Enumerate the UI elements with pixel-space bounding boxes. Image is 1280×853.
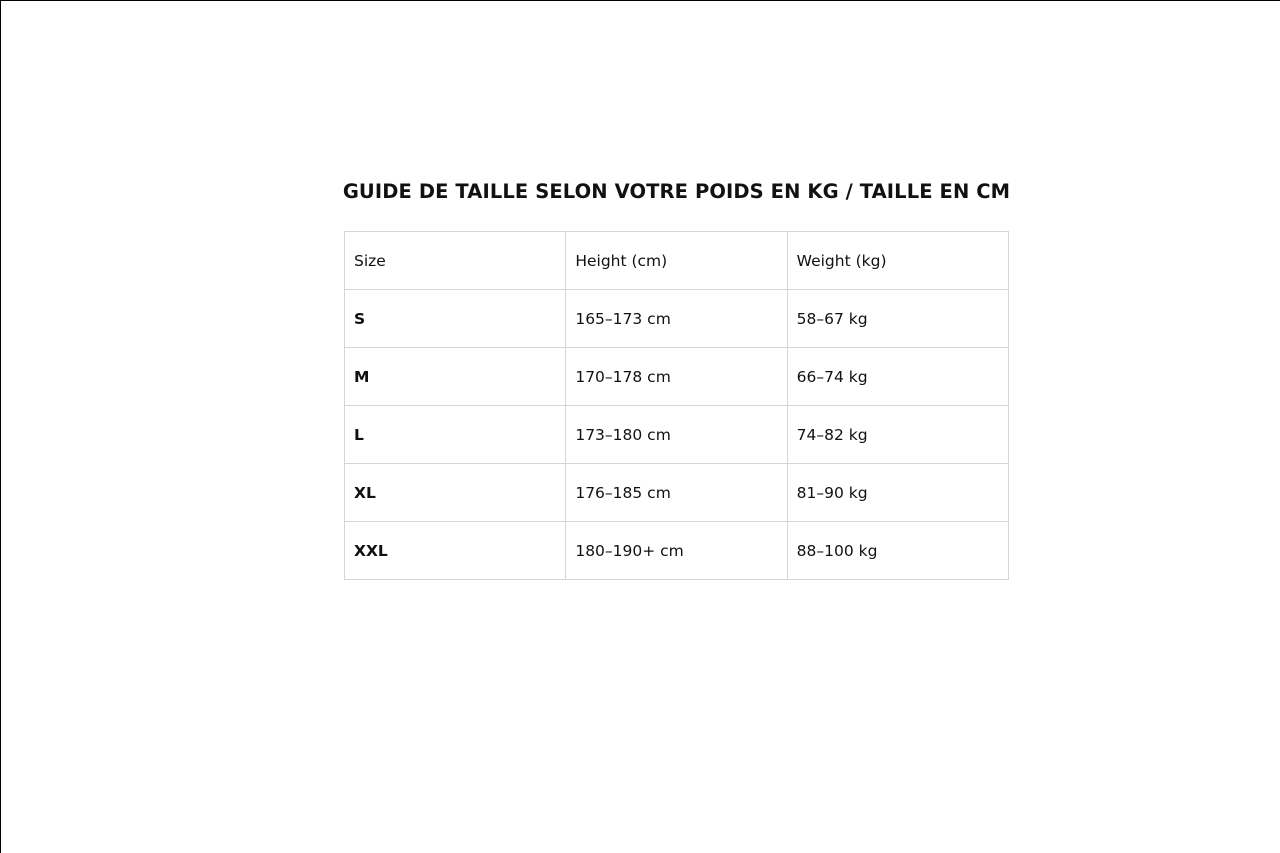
height-cell: 180–190+ cm bbox=[566, 522, 787, 580]
weight-cell: 88–100 kg bbox=[787, 522, 1008, 580]
size-cell: XXL bbox=[345, 522, 566, 580]
size-cell: M bbox=[345, 348, 566, 406]
weight-cell: 74–82 kg bbox=[787, 406, 1008, 464]
size-cell: S bbox=[345, 290, 566, 348]
size-guide-title: GUIDE DE TAILLE SELON VOTRE POIDS EN KG / TAILLE EN CM bbox=[342, 180, 1011, 203]
height-cell: 165–173 cm bbox=[566, 290, 787, 348]
table-header-row bbox=[345, 232, 1009, 290]
size-cell: XL bbox=[345, 464, 566, 522]
height-cell: 176–185 cm bbox=[566, 464, 787, 522]
weight-cell: 66–74 kg bbox=[787, 348, 1008, 406]
table-row bbox=[345, 406, 1009, 464]
weight-cell: 58–67 kg bbox=[787, 290, 1008, 348]
height-cell: 170–178 cm bbox=[566, 348, 787, 406]
table-row bbox=[345, 348, 1009, 406]
height-cell: 173–180 cm bbox=[566, 406, 787, 464]
weight-cell: 81–90 kg bbox=[787, 464, 1008, 522]
header-weight: Weight (kg) bbox=[787, 232, 1008, 290]
table-row bbox=[345, 522, 1009, 580]
size-cell: L bbox=[345, 406, 566, 464]
size-guide-table bbox=[344, 231, 1009, 580]
table-row bbox=[345, 464, 1009, 522]
header-size: Size bbox=[345, 232, 566, 290]
header-height: Height (cm) bbox=[566, 232, 787, 290]
table-row bbox=[345, 290, 1009, 348]
